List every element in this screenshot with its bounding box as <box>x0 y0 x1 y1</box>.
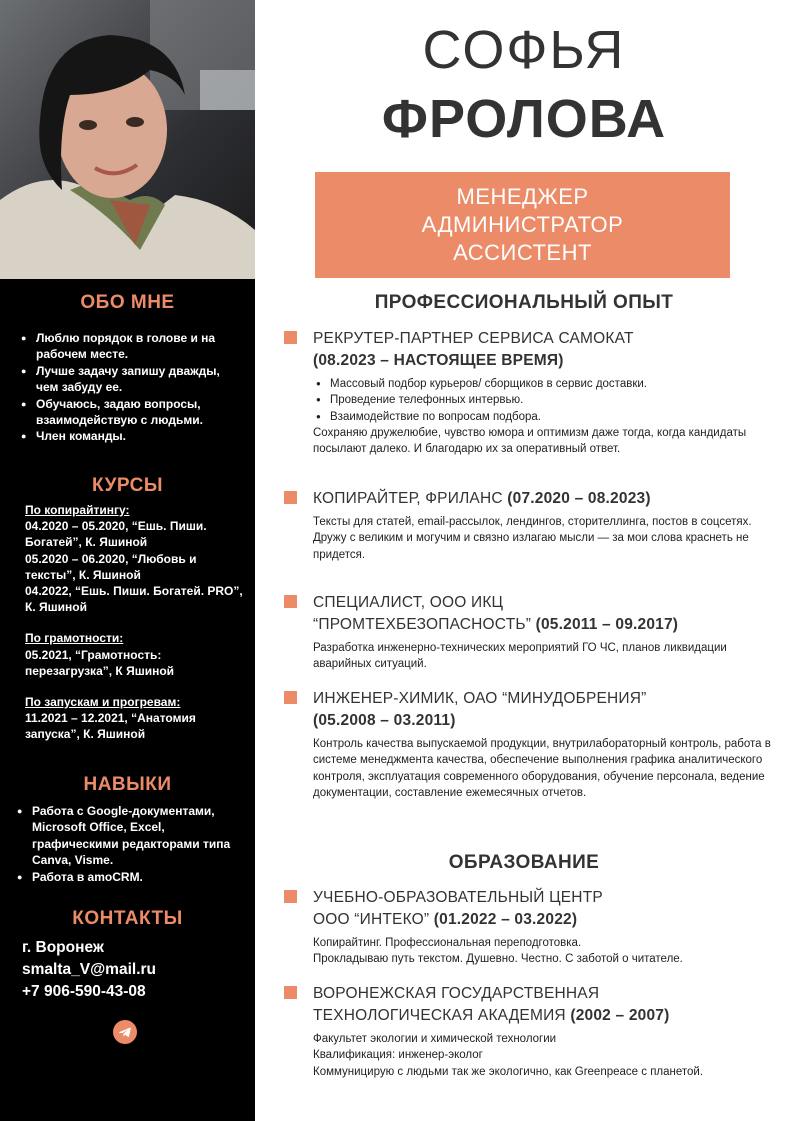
entry-text: Разработка инженерно-технических мероприятий ГО ЧС, планов ликвидации аварийных ситуаций. <box>313 642 727 671</box>
entry-title-line: СПЕЦИАЛИСТ, ООО ИКЦ <box>313 594 504 611</box>
profile-photo <box>0 0 255 279</box>
course-line: 04.2022, “Ешь. Пиши. Богатей. PRO”, К. Яшиной <box>25 584 243 615</box>
entry-body <box>313 1031 783 1080</box>
list-item: ● Обучаюсь, задаю вопросы, взаимодействую с людьми. <box>20 396 230 429</box>
course-line: 05.2020 – 06.2020, “Любовь и тексты”, К. Яшиной <box>25 551 197 582</box>
square-bullet-icon <box>284 491 297 504</box>
entry-title <box>313 488 783 510</box>
entry-title-line: “ПРОМТЕХБЕЗОПАСНОСТЬ” <box>313 616 532 633</box>
entry-text: Сохраняю дружелюбие, чувство юмора и оптимизм даже тогда, когда кандидаты посылают далеко. И благодарю их за оперативный ответ. <box>313 426 747 456</box>
courses-title: КУРСЫ <box>92 475 163 496</box>
role-line: АДМИНИСТРАТОР <box>421 212 624 237</box>
entry-title-line: КОПИРАЙТЕР, ФРИЛАНС <box>313 490 503 507</box>
square-bullet-icon <box>284 986 297 999</box>
square-bullet-icon <box>284 595 297 608</box>
entry-title <box>313 887 783 931</box>
entry-period: (08.2023 – НАСТОЯЩЕЕ ВРЕМЯ) <box>313 352 564 369</box>
entry-text: Прокладываю путь текстом. Душевно. Честно. С заботой о читателе. <box>313 953 683 966</box>
course-line: 05.2021, “Грамотность: перезагрузка”, К Яшиной <box>25 647 175 678</box>
entry-body <box>313 514 783 563</box>
list-item: ● Люблю порядок в голове и на рабочем месте. <box>20 330 230 363</box>
course-heading: По копирайтингу: <box>25 503 130 517</box>
entry-text: Тексты для статей, email-рассылок, лендингов, сторителлинга, постов в соцсетях. <box>313 516 752 528</box>
phone-link[interactable]: +7 906-590-43-08 <box>22 983 146 1000</box>
sidebar <box>0 0 255 1121</box>
list-item: ● Работа с Google-документами, Microsoft Office, Excel, графическими редакторами типа Canva, Visme. <box>16 803 240 869</box>
education-entry <box>313 983 783 1080</box>
entry-body <box>313 376 783 457</box>
experience-entry <box>313 592 783 673</box>
entry-title-line: ООО “ИНТЕКО” <box>313 911 430 928</box>
course-group <box>25 630 247 679</box>
course-heading: По грамотности: <box>25 631 124 646</box>
entry-body <box>313 935 783 968</box>
entry-title-line: УЧЕБНО-ОБРАЗОВАТЕЛЬНЫЙ ЦЕНТР <box>313 889 603 906</box>
entry-text: Квалификация: инженер-эколог <box>313 1049 483 1062</box>
role-box <box>315 172 730 278</box>
entry-title-line: ВОРОНЕЖСКАЯ ГОСУДАРСТВЕННАЯ <box>313 985 600 1002</box>
education-title: ОБРАЗОВАНИЕ <box>448 852 600 873</box>
experience-title: ПРОФЕССИОНАЛЬНЫЙ ОПЫТ <box>374 292 674 313</box>
role-line: МЕНЕДЖЕР <box>456 184 589 209</box>
entry-title <box>313 688 783 732</box>
square-bullet-icon <box>284 890 297 903</box>
course-line: 04.2020 – 05.2020, “Ешь. Пиши. Богатей”, К. Яшиной <box>25 519 207 550</box>
main-column <box>255 0 793 1121</box>
contacts-title: КОНТАКТЫ <box>72 908 183 929</box>
entry-body <box>313 736 783 801</box>
course-line: 11.2021 – 12.2021, “Анатомия запуска”, К. Яшиной <box>25 711 196 742</box>
course-group <box>25 694 247 743</box>
city: г. Воронеж <box>22 939 104 956</box>
entry-period: (2002 – 2007) <box>570 1007 670 1024</box>
list-item: ● Проведение телефонных интервью. <box>330 392 783 408</box>
role-line: АССИСТЕНТ <box>453 240 592 265</box>
entry-title <box>313 592 783 636</box>
contacts-block <box>22 937 156 1003</box>
entry-period: (07.2020 – 08.2023) <box>507 490 651 507</box>
telegram-icon[interactable] <box>113 1020 137 1044</box>
entry-period: (05.2008 – 03.2011) <box>313 712 456 729</box>
entry-text: Коммуницирую с людьми так же экологично, как Greenpeace с планетой. <box>313 1065 704 1078</box>
education-entry <box>313 887 783 968</box>
list-item: ● Взаимодействие по вопросам подбора. <box>330 409 783 425</box>
experience-entry <box>313 688 783 801</box>
list-item: ● Массовый подбор курьеров/ сборщиков в сервис доставки. <box>330 376 783 392</box>
entry-text: Дружу с великим и могучим и связно излагаю мысли — за мои слова краснеть не придется. <box>313 532 749 561</box>
experience-entry <box>313 488 783 563</box>
courses-list <box>25 502 247 758</box>
last-name: ФРОЛОВА <box>381 89 667 149</box>
entry-period: (05.2011 – 09.2017) <box>535 616 679 633</box>
about-list <box>20 330 230 445</box>
list-item: ● Работа в amoCRM. <box>16 869 240 885</box>
list-item: ● Член команды. <box>20 428 230 444</box>
entry-text: Копирайтинг. Профессиональная переподготовка. <box>313 937 582 949</box>
about-title: ОБО МНЕ <box>80 292 175 313</box>
square-bullet-icon <box>284 691 297 704</box>
course-group <box>25 502 247 615</box>
skills-title: НАВЫКИ <box>83 774 172 795</box>
experience-entry <box>313 328 783 457</box>
first-name: СОФЬЯ <box>422 20 626 80</box>
entry-title-line: РЕКРУТЕР-ПАРТНЕР СЕРВИСА САМОКАТ <box>313 330 634 347</box>
entry-title-line: ИНЖЕНЕР-ХИМИК, ОАО “МИНУДОБРЕНИЯ” <box>313 690 647 707</box>
email-link[interactable]: smalta_V@mail.ru <box>22 961 157 978</box>
entry-title-line: ТЕХНОЛОГИЧЕСКАЯ АКАДЕМИЯ <box>313 1007 566 1024</box>
course-heading: По запускам и прогревам: <box>25 695 181 710</box>
list-item: ● Лучше задачу запишу дважды, чем забуду ее. <box>20 363 230 396</box>
entry-body <box>313 640 783 673</box>
entry-text: Контроль качества выпускаемой продукции, внутрилабораторный контроль, работа в системе менеджмента качества, обеспечение выполнения графика аналитического контроля, эксплуатация современного оборудования, обучение персонала, ведение документации, составление ежемесячных отчетов. <box>313 738 771 799</box>
entry-text: Факультет экологии и химической технологии <box>313 1033 557 1045</box>
entry-title <box>313 983 783 1027</box>
entry-period: (01.2022 – 03.2022) <box>433 911 578 928</box>
skills-list <box>16 803 240 885</box>
square-bullet-icon <box>284 331 297 344</box>
entry-title <box>313 328 783 372</box>
